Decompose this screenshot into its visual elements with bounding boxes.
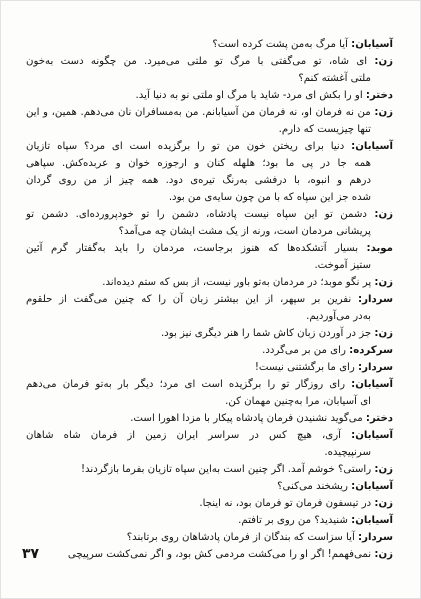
text-line [26, 376, 393, 393]
dialogue-turn [26, 495, 393, 512]
dialogue-turn [26, 342, 393, 359]
speaker-name: آسیابان: [351, 39, 393, 50]
speaker-name: زن: [374, 277, 393, 288]
line-text: درهم و انبوه، با درفشی به‌رنگ تیره‌ی دود. همه چیز از من روی گردان [26, 175, 371, 186]
text-line [26, 36, 393, 53]
line-text: دشمن تو این سپاه نیست پادشاه، دشمن را تو خودپرورده‌ای. دشمن تو [26, 209, 367, 220]
line-text: رای ما برگشتنی نیست! [254, 362, 355, 373]
text-line [26, 529, 393, 546]
line-text: نمی‌فهمم! اگر او را می‌کشت مردمی کش بود، و اگر نمی‌کشت سرپیچی [67, 549, 372, 560]
text-line [26, 291, 393, 308]
line-text: سرنپیچیده. [324, 447, 371, 458]
text-line [26, 342, 393, 359]
dialogue-turn [26, 291, 393, 325]
speaker-name: زن: [374, 549, 393, 560]
text-line [26, 308, 393, 325]
text-line [26, 461, 393, 478]
line-text: آری، هیچ کس در سراسر ایران زمین از فرمان شاه شاهان [26, 430, 342, 441]
line-text: بسیار آتشکده‌ها که هنوز برجاست، مردمان را باید به‌گفتار گرم آئین [26, 243, 359, 254]
dialogue-turn [26, 512, 393, 529]
dialogue-turn [26, 138, 393, 206]
dialogue-turn [26, 87, 393, 104]
speaker-name: زن: [374, 498, 393, 509]
line-text: جز در آوردن زبان کاش شما را هنر دیگری نیز بود. [160, 328, 372, 339]
text-line [26, 121, 393, 138]
line-text: به‌در می‌آوردیم. [306, 311, 371, 322]
line-text: پریشانی مردمان است، ورنه از یک مشت ایشان چه می‌آمد؟ [118, 226, 371, 237]
line-text: شنیدید؟ من روی بر تافتم. [238, 515, 348, 526]
dialogue-turn [26, 427, 393, 461]
speaker-name: سردار: [358, 532, 393, 543]
text-line [26, 512, 393, 529]
text-line [26, 478, 393, 495]
line-text: شده جز این سپاه که با من چون سایه‌ی من بود. [168, 192, 371, 203]
text-line [26, 410, 393, 427]
dialogue-turn [26, 478, 393, 495]
text-line [26, 155, 393, 172]
line-text: ملتی آغشته کنم؟ [298, 73, 371, 84]
line-text: می‌گوید نشنیدن فرمان پادشاه پیکار با مزدا اهورا است. [130, 413, 363, 424]
text-line [26, 104, 393, 121]
speaker-name: زن: [374, 56, 394, 67]
dialogue-turn [26, 529, 393, 546]
dialogue-turn [26, 36, 393, 53]
play-text [26, 36, 393, 563]
speaker-name: زن: [374, 209, 394, 220]
line-text: آیا مرگ به‌من پشت کرده است؟ [212, 39, 348, 50]
dialogue-turn [26, 104, 393, 138]
line-text: او را بکش ای مرد- شاید با مرگ او ملتی نو به دنیا آید. [135, 90, 363, 101]
line-text: ستیز آموخت. [314, 260, 371, 271]
text-line [26, 206, 393, 223]
text-line [26, 393, 393, 410]
dialogue-turn [26, 274, 393, 291]
line-text: ای شاه، تو می‌گفتی با مرگ تو ملتی می‌میرد. من چگونه دست به‌خون [26, 56, 368, 67]
text-line [26, 444, 393, 461]
speaker-name: سردار: [358, 362, 393, 373]
speaker-name: دختر: [365, 413, 393, 424]
text-line [26, 427, 393, 444]
line-text: آیا سزاست که بندگان از فرمان پادشاهان روی برتابند؟ [126, 532, 355, 543]
line-text: ریشخند می‌کنی؟ [277, 481, 348, 492]
line-text: من نه فرمان او، نه فرمان من آسیابانم. من به‌مسافران نان می‌دهم. همین، و این [26, 107, 371, 118]
text-line [26, 274, 393, 291]
text-line [26, 223, 393, 240]
speaker-name: زن: [374, 328, 393, 339]
dialogue-turn [26, 546, 393, 563]
dialogue-turn [26, 325, 393, 342]
speaker-name: آسیابان: [351, 430, 393, 441]
dialogue-turn [26, 359, 393, 376]
text-line [26, 53, 393, 70]
line-text: رای روزگار تو را برگزیده است ای مرد؛ دیگر بار به‌تو فرمان می‌دهم [26, 379, 345, 390]
page-number: ۳۷ [22, 546, 40, 562]
line-text: در تیسفون فرمان تو فرمان بود، نه اینجا. [199, 498, 372, 509]
text-line [26, 325, 393, 342]
line-text: ای آسیابان، مرا به‌چنین مهمان کن. [225, 396, 371, 407]
dialogue-turn [26, 376, 393, 410]
text-line [26, 257, 393, 274]
text-line [26, 70, 393, 87]
speaker-name: دختر: [365, 90, 393, 101]
line-text: رای من بر می‌گردد. [262, 345, 346, 356]
speaker-name: سردار: [358, 294, 394, 305]
text-line [26, 546, 393, 563]
line-text: دنیا برای ریختن خون من تو را برگزیده است ای مرد؟ سپاه تازیان [26, 141, 345, 152]
dialogue-turn [26, 240, 393, 274]
speaker-name: آسیابان: [351, 481, 393, 492]
dialogue-turn [26, 410, 393, 427]
line-text: پر نگو موبد؛ در مردمان به‌تو باور نیست، از بس که ستم دیده‌اند. [102, 277, 372, 288]
line-text: راستی؟ خوشم آمد. اگر چنین است به‌این سپاه تازیان بفرما بازگردند! [80, 464, 372, 475]
text-line [26, 495, 393, 512]
speaker-name: موبد: [366, 243, 393, 254]
text-line [26, 240, 393, 257]
speaker-name: آسیابان: [351, 515, 393, 526]
text-line [26, 87, 393, 104]
text-line [26, 189, 393, 206]
speaker-name: سرکرده: [349, 345, 393, 356]
text-line [26, 359, 393, 376]
speaker-name: آسیابان: [351, 379, 393, 390]
dialogue-turn [26, 206, 393, 240]
dialogue-turn [26, 461, 393, 478]
speaker-name: زن: [374, 107, 394, 118]
dialogue-turn [26, 53, 393, 87]
line-text: همه جا در پی ما بود؛ هلهله کنان و ارجوزه خوان و عربده‌کش. سپاهی [26, 158, 371, 169]
speaker-name: آسیابان: [351, 141, 393, 152]
text-line [26, 172, 393, 189]
speaker-name: زن: [374, 464, 393, 475]
line-text: تنها چیزیست که دارم. [278, 124, 371, 135]
text-line [26, 138, 393, 155]
line-text: نفرین بر سپهر، از این بیشتر زبان آن را که چنین می‌گفت از حلقوم [26, 294, 352, 305]
